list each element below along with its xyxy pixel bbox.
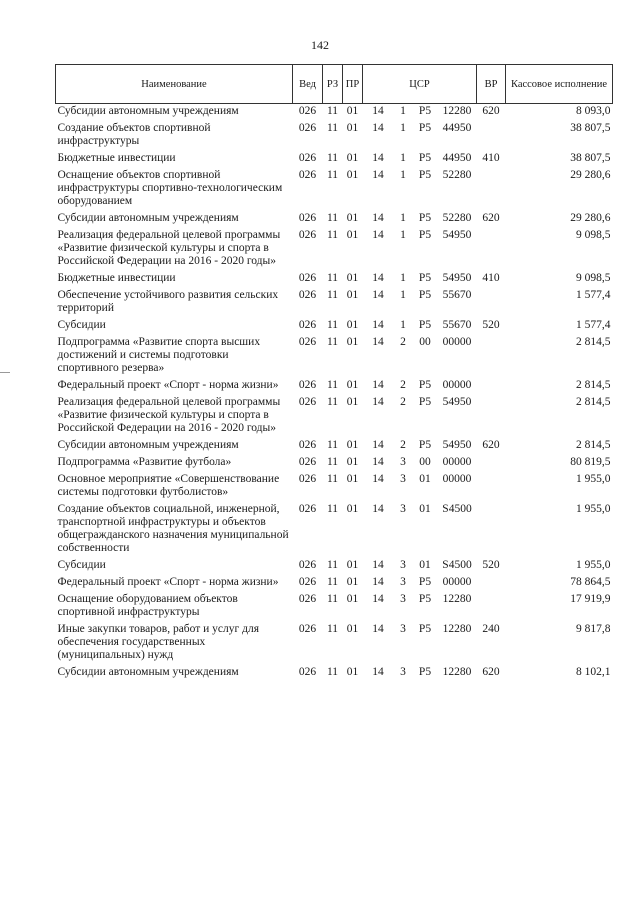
row-csr-program: 14 [372,289,384,301]
row-ved: 026 [298,576,317,588]
row-pr: 01 [346,272,359,284]
row-csr-direction: 00000 [442,576,472,588]
row-ved: 026 [298,439,317,451]
table-row [56,592,613,622]
row-ved: 026 [298,396,317,408]
row-pr: 01 [346,456,359,468]
row-ved: 026 [298,559,317,571]
row-amount: 2 814,5 [576,396,611,408]
row-pr: 01 [346,289,359,301]
row-pr: 01 [346,473,359,485]
row-csr-subprogram: 1 [400,229,406,241]
table-row [56,472,613,502]
row-csr-program: 14 [372,229,384,241]
row-name: Субсидии автономным учреждениям [57,439,239,451]
row-name: Бюджетные инвестиции [57,272,176,284]
row-vr [477,455,506,472]
table-row [56,455,613,472]
row-amount: 9 098,5 [576,229,611,241]
table-row [56,168,613,211]
row-rz: 11 [326,319,339,331]
row-vr: 620 [482,105,500,117]
row-pr: 01 [346,319,359,331]
row-csr-program: 14 [372,623,384,635]
row-rz: 11 [326,152,339,164]
row-name: Субсидии [57,559,106,571]
row-name: Субсидии автономным учреждениям [57,212,239,224]
row-amount: 1 955,0 [576,473,611,485]
row-csr-program: 14 [372,122,384,134]
row-amount: 80 819,5 [570,456,611,468]
header-rz: РЗ [323,65,343,104]
row-pr: 01 [346,559,359,571]
row-csr-event: P5 [418,439,432,451]
row-csr-event: 01 [419,503,431,515]
row-pr: 01 [346,379,359,391]
row-csr-subprogram: 1 [400,212,406,224]
row-amount: 9 817,8 [576,623,611,635]
row-rz: 11 [326,229,339,241]
table-header-row [56,65,613,104]
row-rz: 11 [326,396,339,408]
row-rz: 11 [326,559,339,571]
row-csr-program: 14 [372,152,384,164]
row-amount: 1 577,4 [576,289,611,301]
row-csr-subprogram: 1 [400,152,406,164]
row-ved: 026 [298,229,317,241]
table-row [56,558,613,575]
row-amount: 38 807,5 [570,122,611,134]
table-row [56,395,613,438]
row-name: Обеспечение устойчивого развития сельских территорий [57,289,279,314]
row-csr-program: 14 [372,336,384,348]
row-pr: 01 [346,212,359,224]
row-ved: 026 [298,503,317,515]
row-csr-event: 01 [419,559,431,571]
row-ved: 026 [298,473,317,485]
row-name: Федеральный проект «Спорт - норма жизни» [57,576,279,588]
row-name: Оснащение оборудованием объектов спортивной инфраструктуры [57,593,238,618]
header-vr: ВР [477,65,506,104]
row-pr: 01 [346,229,359,241]
table-row [56,335,613,378]
row-name: Подпрограмма «Развитие футбола» [57,456,232,468]
row-name: Бюджетные инвестиции [57,152,176,164]
table-row [56,121,613,151]
row-pr: 01 [346,122,359,134]
row-name: Федеральный проект «Спорт - норма жизни» [57,379,279,391]
row-rz: 11 [326,623,339,635]
table-row [56,438,613,455]
row-csr-event: P5 [418,122,432,134]
row-csr-event: P5 [418,212,432,224]
row-ved: 026 [298,623,317,635]
row-rz: 11 [326,593,339,605]
header-name: Наименование [56,65,293,104]
row-csr-subprogram: 1 [400,272,406,284]
row-csr-direction: 12280 [442,623,472,635]
row-amount: 2 814,5 [576,336,611,348]
row-amount: 8 093,0 [576,105,611,117]
row-ved: 026 [298,152,317,164]
row-ved: 026 [298,122,317,134]
row-pr: 01 [346,593,359,605]
row-amount: 17 919,9 [570,593,611,605]
row-amount: 9 098,5 [576,272,611,284]
row-csr-program: 14 [372,379,384,391]
row-csr-event: P5 [418,623,432,635]
row-csr-program: 14 [372,396,384,408]
row-name: Основное мероприятие «Совершенствование системы подготовки футболистов» [57,473,280,498]
row-vr [477,575,506,592]
row-csr-direction: 54950 [442,272,472,284]
row-csr-program: 14 [372,439,384,451]
row-rz: 11 [326,503,339,515]
budget-table [55,64,613,682]
row-amount: 8 102,1 [576,666,611,678]
row-amount: 38 807,5 [570,152,611,164]
row-ved: 026 [298,379,317,391]
table-row [56,151,613,168]
row-rz: 11 [326,439,339,451]
row-csr-event: P5 [418,289,432,301]
page-number: 142 [311,38,329,52]
row-csr-event: 01 [419,473,431,485]
row-rz: 11 [326,456,339,468]
row-csr-direction: 55670 [442,319,472,331]
row-csr-direction: 12280 [442,666,472,678]
row-csr-event: P5 [418,379,432,391]
row-rz: 11 [326,122,339,134]
row-csr-subprogram: 1 [400,319,406,331]
row-pr: 01 [346,623,359,635]
row-pr: 01 [346,503,359,515]
row-name: Субсидии автономным учреждениям [57,666,239,678]
row-csr-direction: 00000 [442,473,472,485]
row-csr-subprogram: 3 [400,503,406,515]
row-csr-subprogram: 3 [400,623,406,635]
row-csr-program: 14 [372,272,384,284]
row-amount: 29 280,6 [570,212,611,224]
row-rz: 11 [326,576,339,588]
row-csr-direction: 54950 [442,439,472,451]
table-row [56,104,613,122]
table-row [56,271,613,288]
row-name: Реализация федеральной целевой программы «Развитие физической культуры и спорта в Российской Федерации на 2016 - 2020 годы» [57,229,281,267]
row-name: Создание объектов спортивной инфраструктуры [57,122,211,147]
table-row [56,288,613,318]
row-amount: 2 814,5 [576,379,611,391]
row-rz: 11 [326,105,339,117]
row-amount: 29 280,6 [570,169,611,181]
row-pr: 01 [346,439,359,451]
row-name: Оснащение объектов спортивной инфраструктуры спортивно-технологическим оборудованием [57,169,283,207]
row-vr: 410 [482,272,500,284]
row-csr-event: P5 [418,319,432,331]
row-csr-event: P5 [418,272,432,284]
row-rz: 11 [326,666,339,678]
row-csr-program: 14 [372,212,384,224]
row-rz: 11 [326,336,339,348]
header-amount: Кассовое исполнение [506,65,613,104]
row-csr-subprogram: 1 [400,122,406,134]
row-name: Субсидии [57,319,106,331]
row-csr-direction: 44950 [442,122,472,134]
row-pr: 01 [346,169,359,181]
row-vr: 620 [482,666,500,678]
row-amount: 1 577,4 [576,319,611,331]
row-vr: 620 [482,439,500,451]
row-csr-event: P5 [418,105,432,117]
row-vr: 520 [482,319,500,331]
row-csr-program: 14 [372,593,384,605]
row-csr-direction: 00000 [442,456,472,468]
header-csr: ЦСР [363,65,477,104]
row-csr-direction: 12280 [442,593,472,605]
row-csr-subprogram: 3 [400,456,406,468]
row-amount: 2 814,5 [576,439,611,451]
row-ved: 026 [298,456,317,468]
row-csr-event: P5 [418,152,432,164]
row-vr: 410 [482,152,500,164]
row-csr-subprogram: 1 [400,289,406,301]
row-csr-direction: 55670 [442,289,472,301]
row-csr-event: P5 [418,576,432,588]
header-ved: Вед [293,65,323,104]
row-ved: 026 [298,319,317,331]
scan-edge-mark [0,372,10,373]
row-csr-direction: 54950 [442,229,472,241]
row-name: Иные закупки товаров, работ и услуг для обеспечения государственных (муниципальных) нужд [57,623,259,661]
row-csr-event: P5 [418,666,432,678]
row-csr-subprogram: 3 [400,473,406,485]
row-vr [477,378,506,395]
row-csr-program: 14 [372,559,384,571]
table-row [56,665,613,682]
row-ved: 026 [298,666,317,678]
row-pr: 01 [346,576,359,588]
row-csr-subprogram: 2 [400,336,406,348]
row-rz: 11 [326,212,339,224]
row-csr-subprogram: 1 [400,105,406,117]
row-csr-event: 00 [419,456,431,468]
row-csr-subprogram: 3 [400,666,406,678]
row-vr [477,168,506,211]
table-row [56,318,613,335]
row-rz: 11 [326,473,339,485]
row-csr-event: P5 [418,229,432,241]
row-csr-event: P5 [418,396,432,408]
row-csr-subprogram: 2 [400,396,406,408]
row-csr-event: 00 [419,336,431,348]
row-ved: 026 [298,336,317,348]
row-name: Реализация федеральной целевой программы «Развитие физической культуры и спорта в Российской Федерации на 2016 - 2020 годы» [57,396,281,434]
row-pr: 01 [346,666,359,678]
row-ved: 026 [298,212,317,224]
row-rz: 11 [326,289,339,301]
row-csr-program: 14 [372,666,384,678]
row-csr-program: 14 [372,503,384,515]
row-csr-direction: 44950 [442,152,472,164]
row-rz: 11 [326,272,339,284]
row-vr: 240 [482,623,500,635]
row-rz: 11 [326,169,339,181]
row-vr [477,288,506,318]
row-ved: 026 [298,593,317,605]
table-row [56,211,613,228]
row-vr: 620 [482,212,500,224]
row-csr-direction: S4500 [442,503,472,515]
table-row [56,622,613,665]
row-ved: 026 [298,272,317,284]
row-csr-direction: 12280 [442,105,472,117]
row-vr [477,335,506,378]
table-row [56,502,613,558]
row-csr-subprogram: 3 [400,559,406,571]
row-amount: 78 864,5 [570,576,611,588]
row-csr-direction: 52280 [442,212,472,224]
row-csr-program: 14 [372,319,384,331]
row-csr-program: 14 [372,169,384,181]
row-pr: 01 [346,396,359,408]
row-csr-event: P5 [418,169,432,181]
header-pr: ПР [343,65,363,104]
row-ved: 026 [298,169,317,181]
row-ved: 026 [298,289,317,301]
row-csr-subprogram: 3 [400,576,406,588]
row-csr-event: P5 [418,593,432,605]
row-csr-direction: S4500 [442,559,472,571]
row-vr [477,121,506,151]
row-amount: 1 955,0 [576,503,611,515]
row-vr [477,228,506,271]
row-csr-subprogram: 1 [400,169,406,181]
row-pr: 01 [346,336,359,348]
row-amount: 1 955,0 [576,559,611,571]
table-row [56,228,613,271]
row-vr [477,592,506,622]
row-name: Создание объектов социальной, инженерной, транспортной инфраструктуры и объектов общегражданского назначения муниципальной собственности [57,503,289,554]
row-pr: 01 [346,152,359,164]
row-rz: 11 [326,379,339,391]
row-csr-direction: 54950 [442,396,472,408]
row-csr-program: 14 [372,576,384,588]
row-csr-direction: 00000 [442,379,472,391]
row-ved: 026 [298,105,317,117]
row-csr-direction: 00000 [442,336,472,348]
table-row [56,575,613,592]
row-vr [477,472,506,502]
row-csr-subprogram: 3 [400,593,406,605]
row-pr: 01 [346,105,359,117]
row-csr-program: 14 [372,105,384,117]
table-row [56,378,613,395]
row-csr-program: 14 [372,473,384,485]
row-csr-subprogram: 2 [400,379,406,391]
row-vr: 520 [482,559,500,571]
row-name: Подпрограмма «Развитие спорта высших достижений и системы подготовки спортивного резерва» [57,336,261,374]
row-csr-direction: 52280 [442,169,472,181]
row-csr-subprogram: 2 [400,439,406,451]
row-csr-program: 14 [372,456,384,468]
row-vr [477,502,506,558]
row-vr [477,395,506,438]
row-name: Субсидии автономным учреждениям [57,105,239,117]
